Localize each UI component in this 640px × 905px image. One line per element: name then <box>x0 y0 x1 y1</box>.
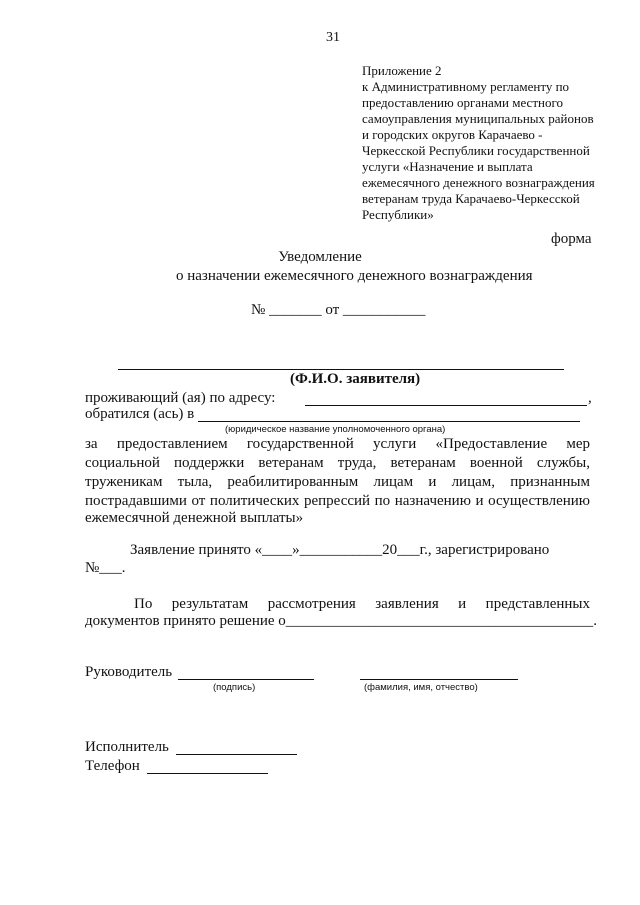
address-line[interactable] <box>305 405 587 406</box>
date-blank[interactable]: ___________ <box>342 302 426 318</box>
address-label: проживающий (ая) по адресу: <box>85 390 276 406</box>
registration-number: №___. <box>85 560 126 576</box>
body-line: ежемесячной денежной выплаты» <box>85 510 304 526</box>
decision-line: документов принято решение о_________________________________________. <box>85 613 598 629</box>
body-line: труженикам тыла, реабилитированным лицам и лицам, признанным <box>85 474 590 490</box>
address-comma: , <box>588 390 592 406</box>
head-label: Руководитель <box>85 664 173 680</box>
form-label: форма <box>551 231 592 247</box>
appendix-line: Черкесской Республики государственной <box>362 143 590 158</box>
signature-caption: (подпись) <box>213 682 256 693</box>
number-date-line <box>251 302 425 319</box>
full-name-caption: (фамилия, имя, отчество) <box>364 682 478 693</box>
applicant-name-line[interactable] <box>118 369 564 370</box>
page-number: 31 <box>326 30 340 45</box>
appendix-line: и городских округов Карачаево - <box>362 127 543 142</box>
appendix-line: услуги «Назначение и выплата <box>362 159 533 174</box>
appendix-block <box>362 63 595 223</box>
phone-label: Телефон <box>85 758 140 774</box>
appendix-line: Приложение 2 <box>362 63 442 78</box>
appendix-line: ветеранам труда Карачаево-Черкесской <box>362 191 580 206</box>
organization-line[interactable] <box>198 421 580 422</box>
executor-label: Исполнитель <box>85 739 169 755</box>
body-line: за предоставлением государственной услуги «Предоставление мер <box>85 436 590 452</box>
appendix-line: предоставлению органами местного <box>362 95 563 110</box>
appendix-line: ежемесячного денежного вознаграждения <box>362 175 595 190</box>
number-sign: № <box>251 302 266 318</box>
body-line: социальной поддержки ветеранам труда, ветеранам военной службы, <box>85 455 590 471</box>
appendix-line: Республики» <box>362 207 434 222</box>
appendix-line: к Административному регламенту по <box>362 79 570 94</box>
accepted-line: Заявление принято «____»___________20___г., зарегистрировано <box>130 542 550 558</box>
body-line: пострадавшими от политических репрессий по назначению и осуществлению <box>85 493 590 509</box>
appendix-line: самоуправления муниципальных районов <box>362 111 594 126</box>
full-name-line[interactable] <box>360 679 518 680</box>
document-title: Уведомление <box>278 249 362 265</box>
from-word: от <box>325 302 340 318</box>
applicant-name-caption: (Ф.И.О. заявителя) <box>290 371 421 387</box>
executor-line[interactable] <box>176 754 297 755</box>
number-blank[interactable]: _______ <box>269 302 322 318</box>
applied-label: обратился (ась) в <box>85 406 195 422</box>
document-subtitle: о назначении ежемесячного денежного вознаграждения <box>176 268 533 284</box>
signature-line[interactable] <box>178 679 314 680</box>
decision-line: По результатам рассмотрения заявления и представленных <box>134 596 590 612</box>
phone-line[interactable] <box>147 773 268 774</box>
organization-caption: (юридическое название уполномоченного органа) <box>225 424 446 435</box>
